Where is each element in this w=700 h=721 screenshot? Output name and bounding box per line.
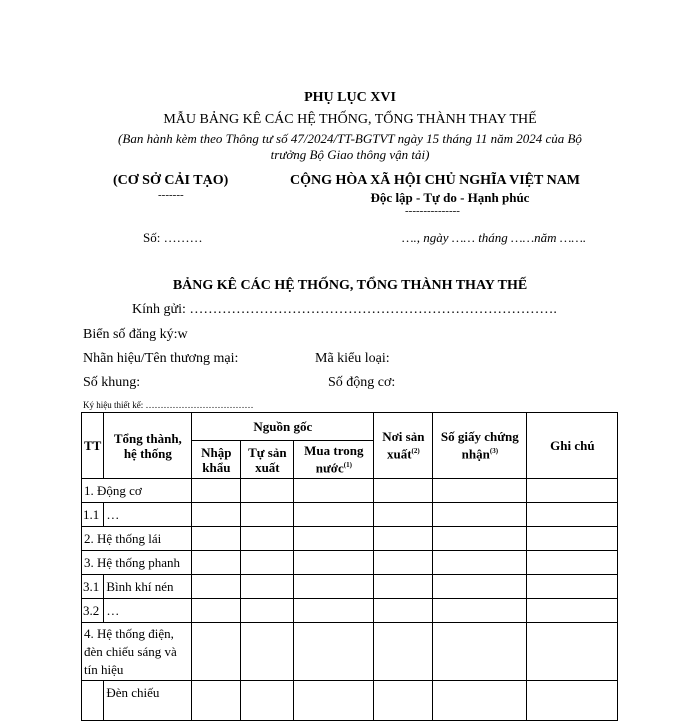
col-header-self-made: Tự sản xuất <box>241 441 294 479</box>
cell <box>192 479 241 503</box>
decree-reference-line2: trưởng Bộ Giao thông vận tải) <box>270 147 430 162</box>
list-title: BẢNG KÊ CÁC HỆ THỐNG, TỔNG THÀNH THAY THẾ <box>172 278 528 293</box>
engine-number-field: Số động cơ: <box>328 375 396 390</box>
cell <box>374 575 433 599</box>
appendix-heading: PHỤ LỤC XVI <box>304 90 396 105</box>
cell <box>433 575 527 599</box>
cell <box>241 599 294 623</box>
cell <box>294 551 374 575</box>
table-row <box>82 681 618 721</box>
cell <box>527 527 618 551</box>
cell <box>527 575 618 599</box>
row-number: 1.1 <box>82 503 104 527</box>
row-name: … <box>104 503 192 527</box>
brand-field: Nhãn hiệu/Tên thương mại: <box>83 351 239 366</box>
row-name: 1. Động cơ <box>82 479 192 503</box>
recipient-line: Kính gửi: ……………………………………………………………………. <box>132 302 557 317</box>
cell <box>294 681 374 721</box>
cell <box>192 527 241 551</box>
national-motto: Độc lập - Tự do - Hạnh phúc <box>370 190 530 205</box>
cell <box>241 623 294 681</box>
frame-number-field: Số khung: <box>83 375 141 390</box>
row-name: Đèn chiếu <box>104 681 192 721</box>
table-row <box>82 623 618 681</box>
cell <box>433 623 527 681</box>
row-name: 3. Hệ thống phanh <box>82 551 192 575</box>
cell <box>192 575 241 599</box>
col-header-place: Nơi sản xuất$^{(2)}$ <box>374 413 433 479</box>
cell <box>241 503 294 527</box>
cell <box>374 527 433 551</box>
form-title: MẪU BẢNG KÊ CÁC HỆ THỐNG, TỔNG THÀNH THAY THẾ <box>163 112 537 127</box>
col-header-tt: TT <box>82 413 104 479</box>
cell <box>294 503 374 527</box>
cell <box>374 479 433 503</box>
table-row <box>82 575 618 599</box>
cell <box>241 551 294 575</box>
cell <box>433 599 527 623</box>
cell <box>294 527 374 551</box>
decree-reference-line1: (Ban hành kèm theo Thông tư số 47/2024/TT-BGTVT ngày 15 tháng 11 năm 2024 của Bộ <box>118 131 582 146</box>
model-code-field: Mã kiểu loại: <box>315 351 390 366</box>
table-row <box>82 599 618 623</box>
row-name: … <box>104 599 192 623</box>
cell <box>433 551 527 575</box>
cell <box>192 623 241 681</box>
cell <box>433 681 527 721</box>
cell <box>374 503 433 527</box>
cell <box>192 599 241 623</box>
col-header-notes: Ghi chú <box>527 413 618 479</box>
design-code-field: Ký hiệu thiết kế: ……………………………… <box>83 400 254 410</box>
cell <box>374 551 433 575</box>
cell <box>241 575 294 599</box>
national-title: CỘNG HÒA XÃ HỘI CHỦ NGHĨA VIỆT NAM <box>290 173 581 188</box>
cell <box>527 503 618 527</box>
col-header-certificate: Số giấy chứng nhận$^{(3)}$ <box>433 413 527 479</box>
cell <box>294 599 374 623</box>
cell <box>294 575 374 599</box>
cell <box>241 479 294 503</box>
registration-plate-field: Biển số đăng ký:w <box>83 327 188 342</box>
cell <box>294 623 374 681</box>
cell <box>527 479 618 503</box>
row-name: 2. Hệ thống lái <box>82 527 192 551</box>
cell <box>374 623 433 681</box>
table-row <box>82 551 618 575</box>
col-header-origin: Nguồn gốc <box>192 413 374 441</box>
place-and-date: …., ngày …… tháng ……năm ……. <box>402 230 587 245</box>
row-number: 3.1 <box>82 575 104 599</box>
organization-name: (CƠ SỞ CẢI TẠO) <box>113 173 229 188</box>
replacement-parts-table <box>81 412 618 721</box>
cell <box>433 479 527 503</box>
cell <box>192 681 241 721</box>
document-number: Số: ……… <box>143 230 203 245</box>
cell <box>192 551 241 575</box>
cell <box>294 479 374 503</box>
cell <box>374 681 433 721</box>
row-name: 4. Hệ thống điện, đèn chiếu sáng và tín hiệu <box>82 623 192 681</box>
cell <box>527 623 618 681</box>
table-header-row <box>82 413 618 441</box>
cell <box>433 503 527 527</box>
table-row <box>82 527 618 551</box>
col-header-system: Tổng thành, hệ thống <box>104 413 192 479</box>
cell <box>527 681 618 721</box>
motto-underline: --------------- <box>405 205 460 217</box>
row-number: 3.2 <box>82 599 104 623</box>
cell <box>433 527 527 551</box>
cell <box>527 599 618 623</box>
row-name: Bình khí nén <box>104 575 192 599</box>
cell <box>374 599 433 623</box>
table-row <box>82 503 618 527</box>
cell <box>241 681 294 721</box>
col-header-import: Nhập khẩu <box>192 441 241 479</box>
cell <box>527 551 618 575</box>
table-row <box>82 479 618 503</box>
cell <box>241 527 294 551</box>
cell <box>192 503 241 527</box>
col-header-domestic: Mua trong nước$^{(1)}$ <box>294 441 374 479</box>
row-number <box>82 681 104 721</box>
organization-underline: ------- <box>158 189 184 201</box>
